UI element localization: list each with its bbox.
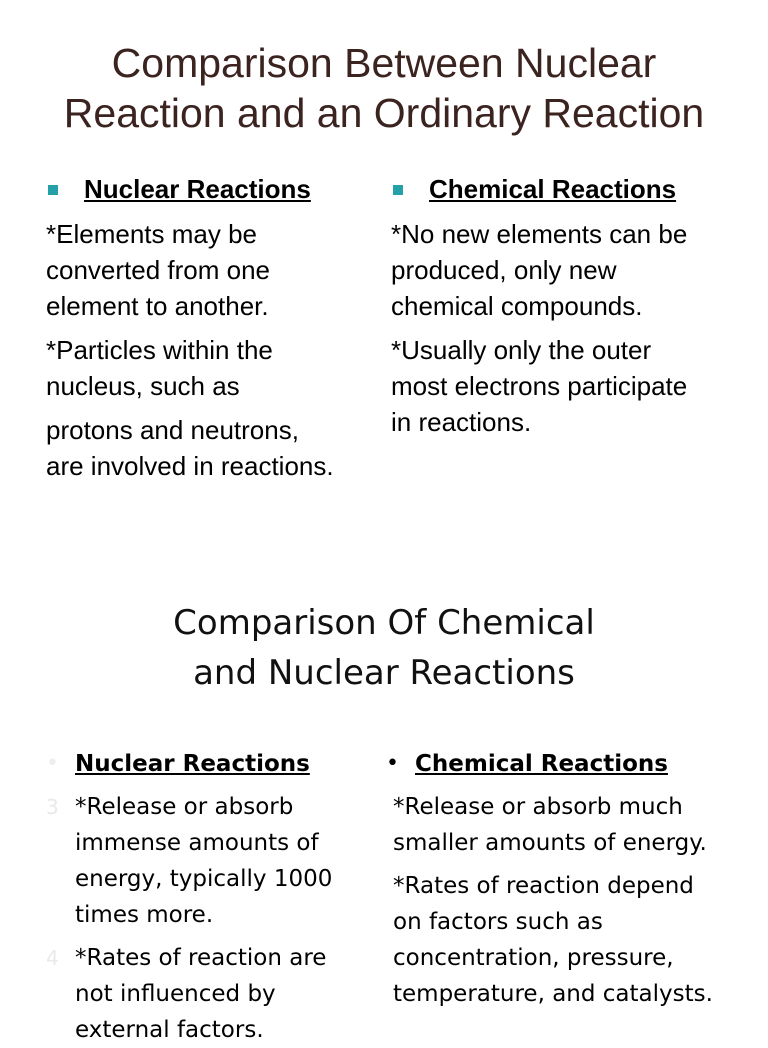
list-item — [46, 940, 366, 1048]
square-bullet-icon — [48, 185, 58, 195]
text-line: most electrons participate — [391, 371, 688, 401]
text-line: chemical compounds. — [391, 291, 643, 321]
text-line: immense amounts of — [75, 830, 319, 856]
heading-text: Nuclear Reactions — [75, 751, 310, 777]
slide2-nuclear-heading — [46, 746, 366, 782]
text-line: *Release or absorb — [75, 794, 294, 820]
slide2-title-line: and Nuclear Reactions — [193, 653, 575, 693]
text-line: energy, typically 1000 — [75, 866, 333, 892]
text-line: element to another. — [46, 291, 269, 321]
paragraph — [46, 332, 386, 404]
text-line: not influenced by — [75, 981, 276, 1007]
square-bullet-icon — [393, 185, 403, 195]
list-item — [386, 868, 756, 1012]
heading-text: Nuclear Reactions — [84, 174, 311, 204]
slide2-title — [0, 598, 768, 698]
text-line: nucleus, such as — [46, 371, 240, 401]
slide1-title-line: Reaction and an Ordinary Reaction — [63, 90, 705, 136]
item-number: 4 — [46, 946, 59, 970]
text-line: on factors such as — [393, 909, 603, 935]
slide1-title-line: Comparison Between Nuclear — [111, 40, 657, 86]
text-line: *Elements may be — [46, 219, 257, 249]
text-line: protons and neutrons, — [46, 415, 299, 445]
text-line: *No new elements can be — [391, 219, 688, 249]
slide-nuclear-vs-ordinary — [0, 0, 768, 520]
text-line: *Particles within the — [46, 335, 273, 365]
list-item — [386, 789, 756, 861]
slide2-chemical-column — [386, 746, 756, 1012]
slide2-title-line: Comparison Of Chemical — [173, 603, 595, 643]
bullet-dot-icon: • — [46, 751, 59, 776]
paragraph — [391, 216, 751, 324]
paragraph — [46, 216, 386, 324]
text-line: times more. — [75, 902, 214, 928]
item-number: 3 — [46, 795, 59, 819]
text-line: produced, only new — [391, 255, 617, 285]
slide2-chemical-heading — [386, 746, 756, 782]
text-line: external factors. — [75, 1017, 264, 1043]
paragraph — [46, 412, 386, 484]
text-line: *Usually only the outer — [391, 335, 652, 365]
text-line: *Release or absorb much — [393, 794, 683, 820]
slide1-nuclear-column — [46, 172, 386, 484]
text-line: smaller amounts of energy. — [393, 830, 707, 856]
heading-text: Chemical Reactions — [429, 174, 677, 204]
text-line: converted from one — [46, 255, 271, 285]
text-line: in reactions. — [391, 407, 532, 437]
paragraph — [391, 332, 751, 440]
text-line: concentration, pressure, — [393, 945, 674, 971]
slide2-nuclear-column — [46, 746, 366, 1048]
slide1-title — [0, 38, 768, 138]
text-line: *Rates of reaction are — [75, 945, 327, 971]
list-item — [46, 789, 366, 933]
heading-text: Chemical Reactions — [415, 751, 668, 777]
text-line: *Rates of reaction depend — [393, 873, 694, 899]
text-line: temperature, and catalysts. — [393, 981, 713, 1007]
text-line: are involved in reactions. — [46, 451, 334, 481]
slide1-chemical-heading — [391, 172, 751, 208]
slide1-nuclear-heading — [46, 172, 386, 208]
bullet-dot-icon: • — [386, 751, 399, 776]
slide1-chemical-column — [391, 172, 751, 440]
slide-chemical-vs-nuclear — [0, 520, 768, 1043]
